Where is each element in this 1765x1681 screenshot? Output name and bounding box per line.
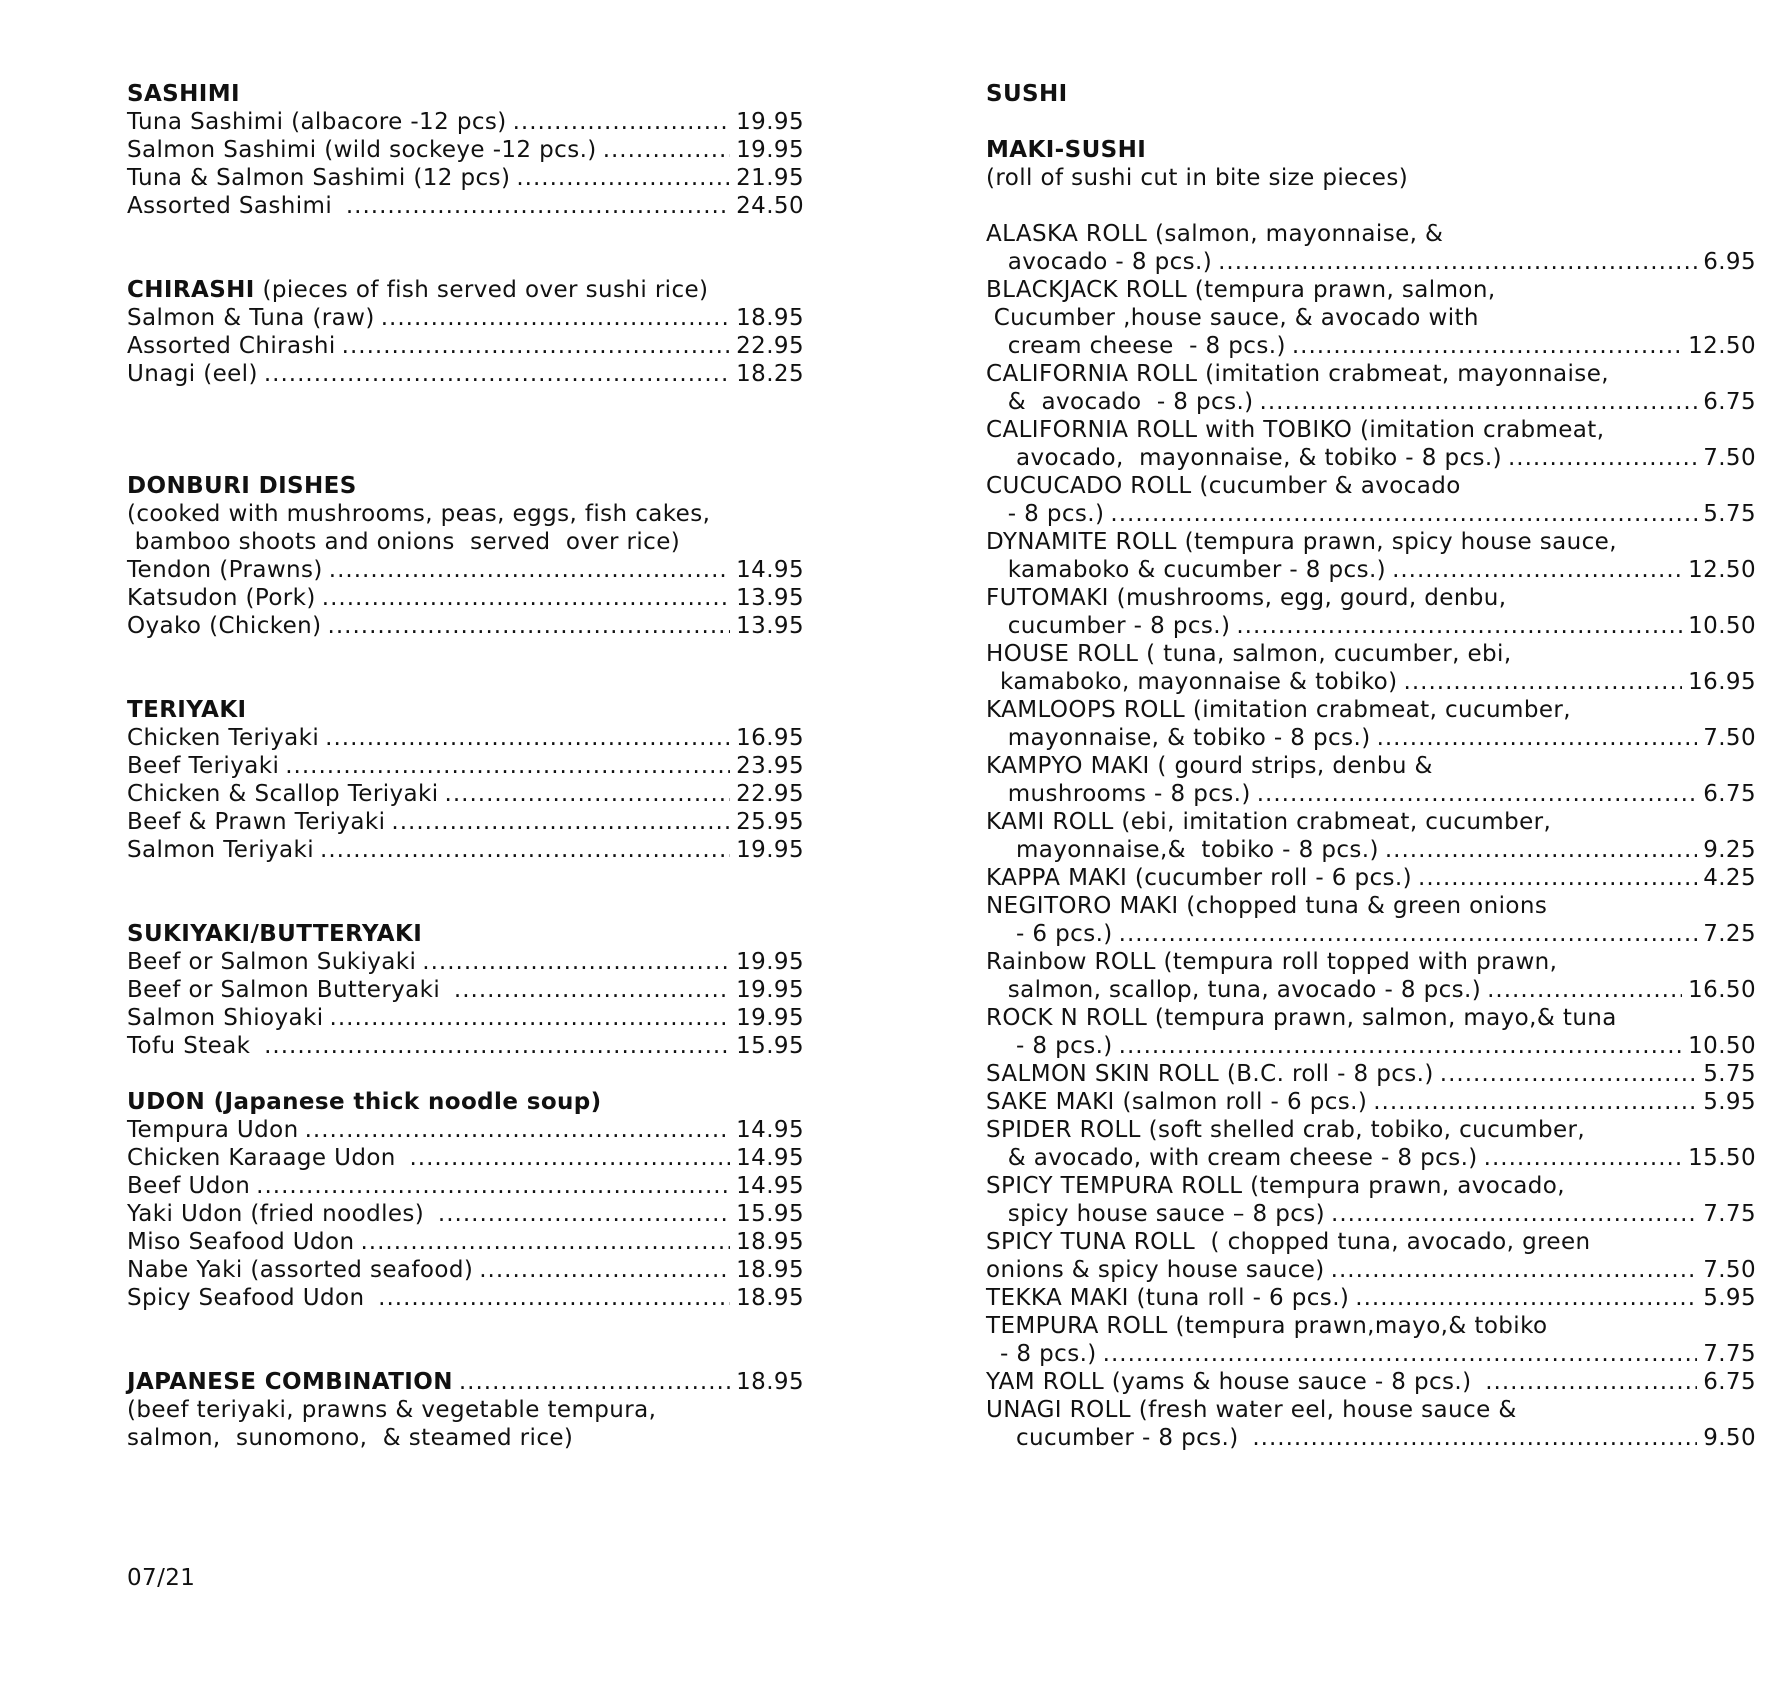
sushi-title: SUSHI [986, 81, 1068, 107]
dot-leader [1440, 1060, 1697, 1088]
menu-item [127, 1032, 804, 1060]
dot-leader [346, 192, 730, 220]
roll-description-line: KAMI ROLL (ebi, imitation crabmeat, cucumber, [986, 809, 1552, 835]
item-name: Unagi (eel) [127, 361, 258, 387]
roll-item [986, 1060, 1756, 1088]
dot-leader [381, 304, 730, 332]
item-price: 7.50 [1703, 725, 1756, 751]
item-price: 13.95 [736, 585, 804, 611]
menu-item [127, 164, 804, 192]
item-price: 12.50 [1688, 557, 1756, 583]
dot-leader [1252, 1424, 1697, 1452]
dot-leader [285, 752, 730, 780]
roll-item [986, 1116, 1756, 1172]
menu-item [127, 304, 804, 332]
dot-leader [438, 1200, 730, 1228]
item-price: 5.95 [1703, 1285, 1756, 1311]
dot-leader [1484, 1144, 1682, 1172]
item-name: kamaboko, mayonnaise & tobiko) [1000, 669, 1398, 695]
roll-description-line: CUCUCADO ROLL (cucumber & avocado [986, 473, 1461, 499]
roll-price-line [986, 1088, 1756, 1116]
item-price: 15.95 [736, 1033, 804, 1059]
roll-item [986, 640, 1756, 696]
menu-item [127, 136, 804, 164]
item-name: Katsudon (Pork) [127, 585, 316, 611]
section-heading-teriyaki: TERIYAKI [127, 697, 247, 723]
item-name: cucumber - 8 pcs.) [1000, 613, 1231, 639]
item-price: 14.95 [736, 1117, 804, 1143]
item-price: 14.95 [736, 1145, 804, 1171]
roll-item [986, 1312, 1756, 1368]
item-price: 22.95 [736, 333, 804, 359]
dot-leader [1418, 864, 1697, 892]
item-name: Salmon & Tuna (raw) [127, 305, 375, 331]
item-name: & avocado - 8 pcs.) [1000, 389, 1254, 415]
roll-description-line: KAMPYO MAKI ( gourd strips, denbu & [986, 753, 1433, 779]
item-name: Salmon Shioyaki [127, 1005, 324, 1031]
item-price: 6.95 [1703, 249, 1756, 275]
roll-price-line [986, 1144, 1756, 1172]
item-name: Salmon Teriyaki [127, 837, 315, 863]
menu-item [127, 836, 804, 864]
roll-item [986, 696, 1756, 752]
roll-item [986, 1228, 1756, 1284]
roll-description-line: TEMPURA ROLL (tempura prawn,mayo,& tobiko [986, 1313, 1548, 1339]
item-name: - 8 pcs.) [1000, 1341, 1097, 1367]
item-price: 12.50 [1688, 333, 1756, 359]
item-price: 16.95 [1688, 669, 1756, 695]
dot-leader [479, 1256, 730, 1284]
roll-item [986, 1284, 1756, 1312]
item-name: - 8 pcs.) [1016, 1033, 1113, 1059]
item-name: Tofu Steak [127, 1033, 259, 1059]
donburi-description: bamboo shoots and onions served over rice) [127, 529, 681, 555]
menu-item [127, 948, 804, 976]
roll-description-line: HOUSE ROLL ( tuna, salmon, cucumber, ebi, [986, 641, 1512, 667]
roll-price-line [986, 1424, 1756, 1452]
roll-item [986, 1368, 1756, 1396]
dot-leader [1292, 332, 1682, 360]
roll-list [986, 220, 1756, 1452]
dot-leader [1385, 836, 1697, 864]
item-name: cucumber - 8 pcs.) [1016, 1425, 1247, 1451]
roll-item [986, 808, 1756, 864]
dot-leader [1377, 724, 1698, 752]
combination-description: (beef teriyaki, prawns & vegetable tempura, [127, 1397, 657, 1423]
item-name: avocado, mayonnaise, & tobiko - 8 pcs.) [1016, 445, 1502, 471]
menu-item [127, 976, 804, 1004]
roll-item [986, 948, 1756, 1004]
item-price: 14.95 [736, 557, 804, 583]
item-price: 19.95 [736, 977, 804, 1003]
roll-price-line [986, 1256, 1756, 1284]
roll-description-line: Cucumber ,house sauce, & avocado with [986, 305, 1479, 331]
roll-description-line: SPICY TUNA ROLL ( chopped tuna, avocado, green [986, 1229, 1591, 1255]
item-name: Chicken & Scallop Teriyaki [127, 781, 439, 807]
dot-leader [320, 836, 730, 864]
item-price: 18.95 [736, 1285, 804, 1311]
roll-price-line [986, 780, 1756, 808]
section-heading-sashimi: SASHIMI [127, 81, 240, 107]
dot-leader [1355, 1284, 1697, 1312]
dot-leader [459, 1368, 730, 1396]
roll-item [986, 472, 1756, 528]
menu-item [127, 332, 804, 360]
dot-leader [342, 332, 731, 360]
item-name: Tempura Udon [127, 1117, 299, 1143]
item-price: 18.95 [736, 1257, 804, 1283]
menu-item [127, 1172, 804, 1200]
item-name: Salmon Sashimi (wild sockeye -12 pcs.) [127, 137, 597, 163]
roll-price-line [986, 668, 1756, 696]
dot-leader [1392, 556, 1682, 584]
item-name: Tuna & Salmon Sashimi (12 pcs) [127, 165, 511, 191]
section-heading-donburi: DONBURI DISHES [127, 473, 357, 499]
menu-item [127, 556, 804, 584]
item-price: 10.50 [1688, 613, 1756, 639]
roll-item [986, 752, 1756, 808]
item-price: 21.95 [736, 165, 804, 191]
section-heading-chirashi [127, 276, 804, 304]
roll-price-line [986, 836, 1756, 864]
menu-date: 07/21 [127, 1565, 196, 1591]
item-name: mayonnaise, & tobiko - 8 pcs.) [1000, 725, 1371, 751]
dot-leader [1487, 976, 1682, 1004]
dot-leader [454, 976, 730, 1004]
item-price: 7.25 [1703, 921, 1756, 947]
item-price: 24.50 [736, 193, 804, 219]
combination-title: JAPANESE COMBINATION [127, 1369, 453, 1395]
dot-leader [1404, 668, 1683, 696]
dot-leader [1331, 1256, 1698, 1284]
item-name: Spicy Seafood Udon [127, 1285, 373, 1311]
item-name: Assorted Chirashi [127, 333, 336, 359]
item-name: Beef & Prawn Teriyaki [127, 809, 386, 835]
item-price: 19.95 [736, 949, 804, 975]
dot-leader [328, 612, 731, 640]
dot-leader [360, 1228, 730, 1256]
roll-item [986, 528, 1756, 584]
dot-leader [330, 1004, 731, 1032]
dot-leader [516, 164, 730, 192]
chirashi-title: CHIRASHI [127, 277, 255, 303]
item-price: 6.75 [1703, 1369, 1756, 1395]
dot-leader [391, 808, 730, 836]
roll-price-line [986, 1032, 1756, 1060]
item-price: 19.95 [736, 837, 804, 863]
item-price: 15.95 [736, 1201, 804, 1227]
dot-leader [329, 556, 730, 584]
item-price: 7.50 [1703, 1257, 1756, 1283]
dot-leader [422, 948, 730, 976]
roll-price-line [986, 248, 1756, 276]
dot-leader [305, 1116, 731, 1144]
dot-leader [378, 1284, 730, 1312]
item-price: 7.50 [1703, 445, 1756, 471]
roll-description-line: CALIFORNIA ROLL with TOBIKO (imitation crabmeat, [986, 417, 1605, 443]
roll-description-line: ROCK N ROLL (tempura prawn, salmon, mayo,& tuna [986, 1005, 1617, 1031]
item-price: 16.50 [1688, 977, 1756, 1003]
roll-item [986, 416, 1756, 472]
item-name: Miso Seafood Udon [127, 1229, 355, 1255]
item-price: 23.95 [736, 753, 804, 779]
dot-leader [1119, 920, 1698, 948]
dot-leader [1257, 780, 1697, 808]
left-column [127, 80, 804, 1452]
roll-price-line [986, 1368, 1756, 1396]
maki-sushi-heading: MAKI-SUSHI [986, 137, 1147, 163]
item-name: cream cheese - 8 pcs.) [1000, 333, 1286, 359]
dot-leader [264, 360, 730, 388]
dot-leader [445, 780, 731, 808]
menu-item [127, 584, 804, 612]
chirashi-description: (pieces of fish served over sushi rice) [254, 277, 709, 303]
dot-leader [513, 108, 731, 136]
menu-item [127, 1256, 804, 1284]
item-name: kamaboko & cucumber - 8 pcs.) [1000, 557, 1387, 583]
item-name: Chicken Teriyaki [127, 725, 320, 751]
item-price: 4.25 [1703, 865, 1756, 891]
roll-item [986, 1088, 1756, 1116]
item-name: Beef or Salmon Butteryaki [127, 977, 448, 1003]
menu-item [127, 612, 804, 640]
menu-item [127, 752, 804, 780]
dot-leader [1103, 1340, 1698, 1368]
item-name: salmon, scallop, tuna, avocado - 8 pcs.) [1000, 977, 1482, 1003]
roll-price-line [986, 612, 1756, 640]
roll-price-line [986, 1284, 1756, 1312]
roll-item [986, 220, 1756, 276]
item-name: Beef Teriyaki [127, 753, 280, 779]
item-name: spicy house sauce – 8 pcs) [1000, 1201, 1326, 1227]
dot-leader [1236, 612, 1682, 640]
roll-price-line [986, 920, 1756, 948]
item-name: mayonnaise,& tobiko - 8 pcs.) [1016, 837, 1379, 863]
item-name: - 8 pcs.) [1000, 501, 1105, 527]
item-price: 18.95 [736, 305, 804, 331]
roll-item [986, 1396, 1756, 1452]
item-name: KAPPA MAKI (cucumber roll - 6 pcs.) [986, 865, 1413, 891]
roll-item [986, 276, 1756, 360]
roll-item [986, 892, 1756, 948]
item-price: 18.95 [736, 1369, 804, 1395]
roll-description-line: SPICY TEMPURA ROLL (tempura prawn, avocado, [986, 1173, 1565, 1199]
item-price: 19.95 [736, 1005, 804, 1031]
item-price: 15.50 [1688, 1145, 1756, 1171]
roll-price-line [986, 444, 1756, 472]
menu-item [127, 724, 804, 752]
menu-item [127, 108, 804, 136]
roll-item [986, 360, 1756, 416]
item-name: Beef Udon [127, 1173, 251, 1199]
menu-item [127, 360, 804, 388]
roll-item [986, 864, 1756, 892]
item-price: 19.95 [736, 137, 804, 163]
section-heading-udon: UDON (Japanese thick noodle soup) [127, 1089, 602, 1115]
item-name: Oyako (Chicken) [127, 613, 322, 639]
roll-description-line: FUTOMAKI (mushrooms, egg, gourd, denbu, [986, 585, 1507, 611]
roll-item [986, 1004, 1756, 1060]
roll-description-line: BLACKJACK ROLL (tempura prawn, salmon, [986, 277, 1496, 303]
item-name: SALMON SKIN ROLL (B.C. roll - 8 pcs.) [986, 1061, 1434, 1087]
menu-item [127, 780, 804, 808]
combination-description: salmon, sunomono, & steamed rice) [127, 1425, 574, 1451]
dot-leader [1508, 444, 1697, 472]
roll-description-line: ALASKA ROLL (salmon, mayonnaise, & [986, 221, 1444, 247]
item-name: mushrooms - 8 pcs.) [1000, 781, 1251, 807]
roll-description-line: SPIDER ROLL (soft shelled crab, tobiko, cucumber, [986, 1117, 1586, 1143]
item-price: 6.75 [1703, 389, 1756, 415]
menu-item [127, 808, 804, 836]
roll-description-line: NEGITORO MAKI (chopped tuna & green onions [986, 893, 1548, 919]
dot-leader [1485, 1368, 1697, 1396]
menu-item [127, 1284, 804, 1312]
dot-leader [264, 1032, 730, 1060]
roll-price-line [986, 1060, 1756, 1088]
item-price: 19.95 [736, 109, 804, 135]
item-price: 13.95 [736, 613, 804, 639]
dot-leader [322, 584, 730, 612]
item-price: 16.95 [736, 725, 804, 751]
roll-price-line [986, 500, 1756, 528]
item-name: SAKE MAKI (salmon roll - 6 pcs.) [986, 1089, 1368, 1115]
item-name: Chicken Karaage Udon [127, 1145, 404, 1171]
item-name: YAM ROLL (yams & house sauce - 8 pcs.) [986, 1369, 1480, 1395]
item-name: avocado - 8 pcs.) [1000, 249, 1213, 275]
item-price: 18.25 [736, 361, 804, 387]
roll-price-line [986, 388, 1756, 416]
maki-sushi-description: (roll of sushi cut in bite size pieces) [986, 165, 1409, 191]
roll-price-line [986, 556, 1756, 584]
menu-item [127, 1144, 804, 1172]
roll-description-line: DYNAMITE ROLL (tempura prawn, spicy house sauce, [986, 529, 1617, 555]
roll-price-line [986, 1200, 1756, 1228]
item-price: 10.50 [1688, 1033, 1756, 1059]
item-price: 9.25 [1703, 837, 1756, 863]
roll-price-line [986, 332, 1756, 360]
roll-description-line: CALIFORNIA ROLL (imitation crabmeat, mayonnaise, [986, 361, 1609, 387]
menu-item [127, 192, 804, 220]
item-name: Beef or Salmon Sukiyaki [127, 949, 417, 975]
item-price: 22.95 [736, 781, 804, 807]
item-name: & avocado, with cream cheese - 8 pcs.) [1000, 1145, 1478, 1171]
dot-leader [1260, 388, 1698, 416]
item-price: 9.50 [1703, 1425, 1756, 1451]
item-name: onions & spicy house sauce) [986, 1257, 1325, 1283]
item-name: Yaki Udon (fried noodles) [127, 1201, 432, 1227]
combination-item [127, 1368, 804, 1396]
dot-leader [603, 136, 730, 164]
menu-item [127, 1004, 804, 1032]
roll-description-line: Rainbow ROLL (tempura roll topped with prawn, [986, 949, 1558, 975]
roll-description-line: UNAGI ROLL (fresh water eel, house sauce & [986, 1397, 1517, 1423]
roll-price-line [986, 976, 1756, 1004]
item-name: Tuna Sashimi (albacore -12 pcs) [127, 109, 507, 135]
roll-description-line: KAMLOOPS ROLL (imitation crabmeat, cucumber, [986, 697, 1571, 723]
item-price: 18.95 [736, 1229, 804, 1255]
item-price: 25.95 [736, 809, 804, 835]
dot-leader [1331, 1200, 1697, 1228]
dot-leader [409, 1144, 730, 1172]
item-price: 7.75 [1703, 1201, 1756, 1227]
roll-item [986, 1172, 1756, 1228]
dot-leader [1110, 500, 1697, 528]
menu-item [127, 1228, 804, 1256]
roll-item [986, 584, 1756, 640]
roll-price-line [986, 1340, 1756, 1368]
roll-price-line [986, 724, 1756, 752]
item-name: Tendon (Prawns) [127, 557, 323, 583]
item-name: TEKKA MAKI (tuna roll - 6 pcs.) [986, 1285, 1350, 1311]
dot-leader [1373, 1088, 1697, 1116]
item-name: Nabe Yaki (assorted seafood) [127, 1257, 474, 1283]
dot-leader [1119, 1032, 1682, 1060]
donburi-description: (cooked with mushrooms, peas, eggs, fish cakes, [127, 501, 711, 527]
menu-item [127, 1116, 804, 1144]
dot-leader [1218, 248, 1697, 276]
right-column [986, 80, 1756, 1452]
item-name: - 6 pcs.) [1016, 921, 1113, 947]
roll-price-line [986, 864, 1756, 892]
item-price: 5.75 [1703, 1061, 1756, 1087]
item-price: 5.75 [1703, 501, 1756, 527]
item-name: Assorted Sashimi [127, 193, 340, 219]
item-price: 7.75 [1703, 1341, 1756, 1367]
menu-item [127, 1200, 804, 1228]
item-price: 6.75 [1703, 781, 1756, 807]
section-heading-sukiyaki: SUKIYAKI/BUTTERYAKI [127, 921, 423, 947]
dot-leader [256, 1172, 730, 1200]
item-price: 14.95 [736, 1173, 804, 1199]
item-price: 5.95 [1703, 1089, 1756, 1115]
dot-leader [325, 724, 730, 752]
